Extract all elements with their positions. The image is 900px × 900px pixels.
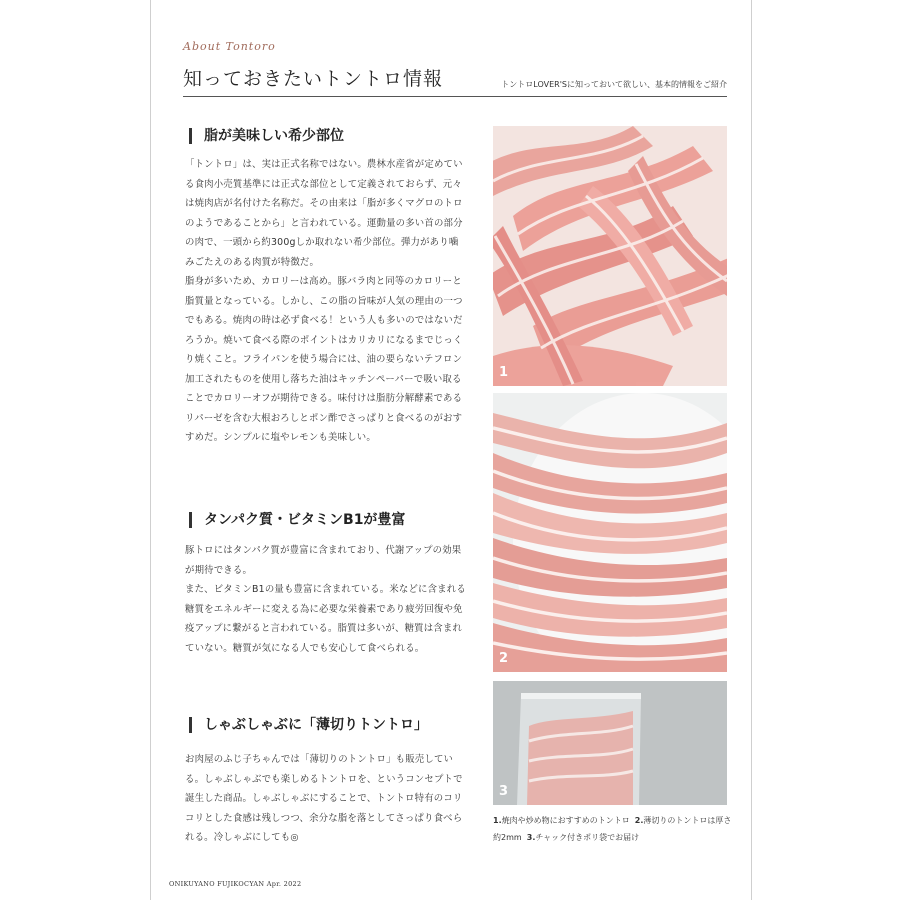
page-subtitle: トントロLOVER'Sに知っておいて欲しい、基本的情報をご紹介 <box>501 80 727 89</box>
section-heading-nutrition: タンパク質・ビタミンB1が豊富 <box>189 512 405 528</box>
photo-caption <box>493 812 733 846</box>
caption-item1-text: 焼肉や炒め物におすすめのトントロ <box>501 816 630 825</box>
photo-zip-bag <box>493 681 727 805</box>
section-heading-shabu: しゃぶしゃぶに「薄切りトントロ」 <box>189 717 428 733</box>
page-title: 知っておきたいトントロ情報 <box>183 68 444 90</box>
section-paragraph-shabu: お肉屋のふじ子ちゃんでは「薄切りのトントロ」も販売している。しゃぶしゃぶでも楽しめるトントロを、というコンセプトで誕生した商品。しゃぶしゃぶにすることで、トントロ特有のコリコリとした食感は残しつつ、余分な脂を落としてさっぱり食べられる。冷しゃぶにしても◎ <box>185 754 463 843</box>
photo-number-1: 1 <box>499 365 509 380</box>
title-divider <box>183 96 727 97</box>
photo-number-3: 3 <box>499 784 509 799</box>
section-paragraph-nutrition: 豚トロにはタンパク質が豊富に含まれており、代謝アップの効果が期待できる。 また、ビタミンB1の量も豊富に含まれている。米などに含まれる糖質をエネルギーに変える為に必要な栄養素であり疲労回復や免疫アップに繋がると言われている。脂質は多いが、糖質は含まれていない。糖質が気になる人でも安心して食べられる。 <box>185 545 466 654</box>
caption-item3-text: チャック付きポリ袋でお届け <box>535 833 640 842</box>
magazine-page <box>150 0 752 900</box>
caption-item1-number: 1. <box>493 816 502 825</box>
section-paragraph-fat: 「トントロ」は、実は正式名称ではない。農林水産省が定めている食肉小売質基準には正式な部位として定義されておらず、元々は焼肉店が名付けた名称だ。その由来は「脂が多くマグロのトロのようであることから」と言われている。運動量の多い首の部分の肉で、一頭から約300gしか取れない希少部位。弾力があり噛みごたえのある肉質が特徴だ。 脂身が多いため、カロリーは高め。豚バラ肉と同等のカロリーと脂質量となっている。しかし、この脂の旨味が人気の理由の一つでもある。焼肉の時は必ず食べる！という人も多いのではないだろうか。焼いて食べる際のポイントはカリカリになるまでじっくり焼くこと。フライパンを使う場合には、油の要らないテフロン加工されたものを使用し落ちた油はキッチンペーパーで吸い取ることでカロリーオフが期待できる。味付けは脂肪分解酵素であるリパーゼを含む大根おろしとポン酢でさっぱりと食べるのがおすすめだ。シンプルに塩やレモンも美味しい。 <box>185 159 463 443</box>
zip-bag-illustration <box>493 681 727 805</box>
photo-thin-slices-plate <box>493 393 727 672</box>
caption-item2-text: 薄切りのトントロは厚さ約2mm <box>493 816 732 842</box>
script-label: About Tontoro <box>183 40 276 53</box>
plate-slices-illustration <box>493 393 727 672</box>
meat-strips-illustration <box>493 126 727 386</box>
photo-number-2: 2 <box>499 651 509 666</box>
caption-item3-number: 3. <box>526 833 536 842</box>
section-heading-fat: 脂が美味しい希少部位 <box>189 128 344 144</box>
photo-tontoro-strips <box>493 126 727 386</box>
caption-item2-number: 2. <box>634 816 644 825</box>
footer-credit: ONIKUYANO FUJIKOCYAN Apr. 2022 <box>169 880 302 888</box>
